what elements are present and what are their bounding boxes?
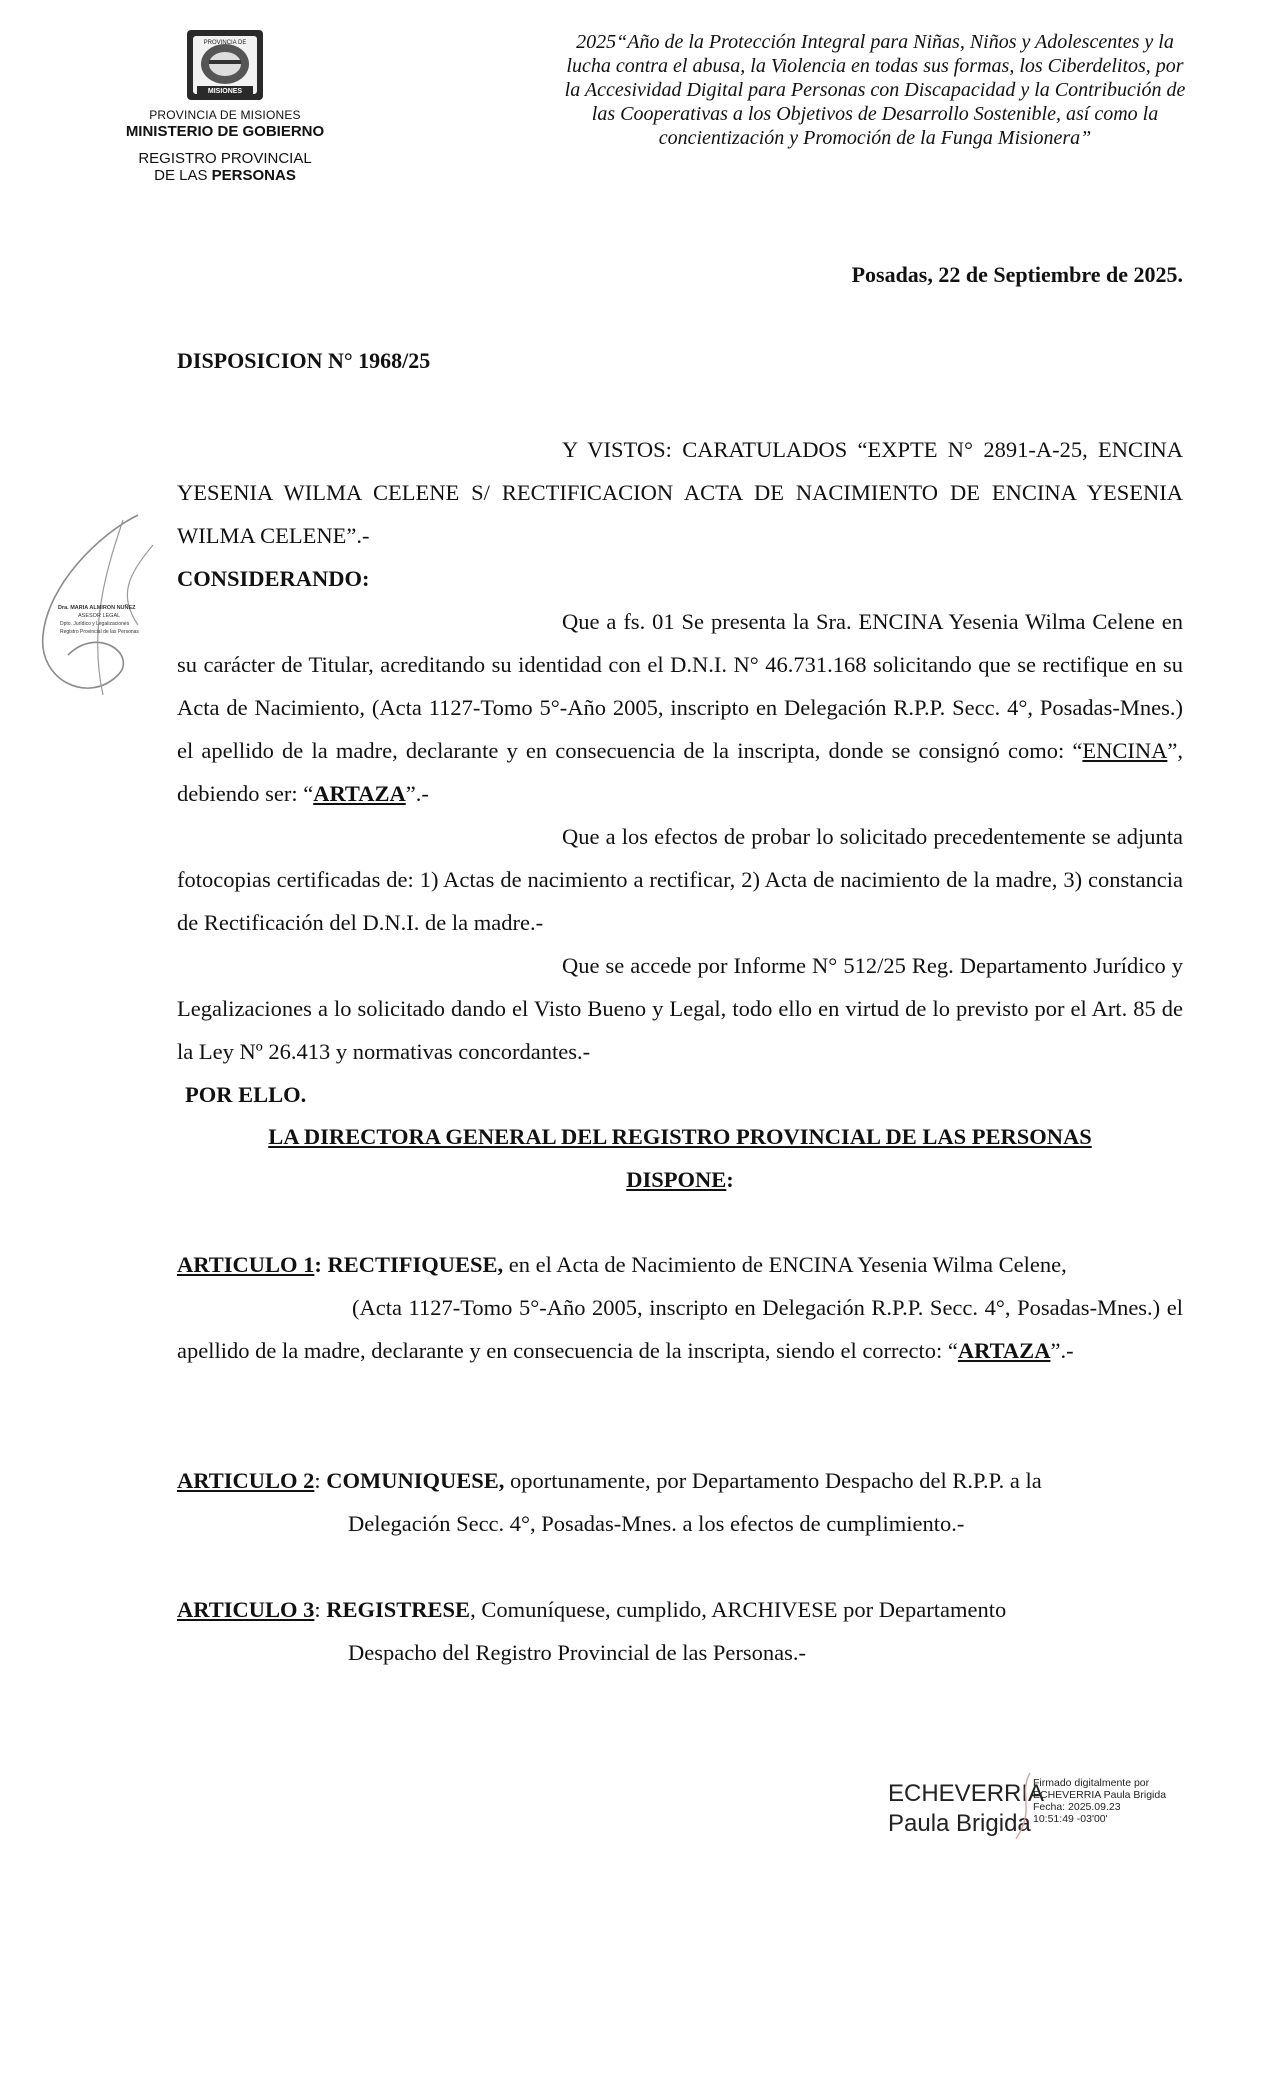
article-2-text2: Delegación Secc. 4°, Posadas-Mnes. a los efectos de cumplimiento.-: [348, 1511, 965, 1536]
article-1-label: ARTICULO 1: [177, 1252, 315, 1277]
article-1-keyword: RECTIFIQUESE,: [327, 1252, 504, 1277]
year-motto: 2025“Año de la Protección Integral para Niñas, Niños y Adolescentes y la lucha contra el abusa, la Violencia en todas sus formas, los Ciberdelitos, por la Accesividad Digital para Personas con Discapacidad y la Contribución de las Cooperativas a los Objetivos de Desarrollo Sostenible, así como la concientización y Promoción de la Funga Misionera”: [564, 31, 1186, 149]
dispone-colon: :: [726, 1167, 734, 1192]
article-3-sep: :: [314, 1597, 321, 1622]
stamp-line-2: ASESOR LEGAL: [78, 613, 121, 619]
article-3-text2: Despacho del Registro Provincial de las Personas.-: [348, 1640, 807, 1665]
article-1-text1: en el Acta de Nacimiento de ENCINA Yesenia Wilma Celene,: [503, 1252, 1067, 1277]
article-3-keyword: REGISTRESE: [326, 1597, 471, 1622]
article-1: [177, 1243, 1183, 1372]
para1-wrong-surname: ENCINA: [1082, 738, 1168, 763]
vistos-section: [177, 428, 1183, 1116]
article-1-sep: :: [314, 1252, 322, 1277]
signature-meta-4: 10:51:49 -03'00': [1033, 1813, 1108, 1825]
signature-meta-3: Fecha: 2025.09.23: [1033, 1801, 1121, 1813]
ministry-name: MINISTERIO DE GOBIERNO: [125, 123, 325, 140]
article-2-line: [177, 1459, 1183, 1502]
para1-correct-surname: ARTAZA: [313, 781, 406, 806]
article-2-text1: oportunamente, por Departamento Despacho del R.P.P. a la: [504, 1468, 1042, 1493]
dispone-heading: [177, 1115, 1183, 1201]
article-1-correct-surname: ARTAZA: [957, 1338, 1051, 1363]
directora-line: LA DIRECTORA GENERAL DEL REGISTRO PROVINCIAL DE LAS PERSONAS: [268, 1124, 1092, 1149]
article-2-sep: :: [314, 1468, 321, 1493]
article-2-label: ARTICULO 2: [177, 1468, 315, 1493]
disposition-number: DISPOSICION N° 1968/25: [177, 348, 431, 373]
para1-text: Que a fs. 01 Se presenta la Sra. ENCINA Yesenia Wilma Celene en su carácter de Titular, acreditando su identidad con el D.N.I. N° 46.731.168 solicitando que se rectifique en su Acta de Nacimiento, (Acta 1127-Tomo 5°-Año 2005, inscripto en Delegación R.P.P. Secc. 4°, Posadas-Mnes.) el apellido de la madre, declarante y en consecuencia de la inscripta, donde se consignó como: “: [177, 609, 1183, 763]
digital-signature: [888, 1765, 1208, 1845]
legal-advisor-stamp: [28, 505, 168, 705]
stamp-line-4: Registro Provincial de las Personas: [60, 629, 139, 635]
considerando-paragraph-3: Que se accede por Informe N° 512/25 Reg. Departamento Jurídico y Legalizaciones a lo solicitado dando el Visto Bueno y Legal, todo ello en virtud de lo previsto por el Art. 85 de la Ley Nº 26.413 y normativas concordantes.-: [177, 953, 1183, 1064]
signer-given-name: Paula Brigida: [888, 1810, 1031, 1837]
por-ello-heading: POR ELLO.: [185, 1082, 307, 1107]
vistos-paragraph: Y VISTOS: CARATULADOS “EXPTE N° 2891-A-25, ENCINA YESENIA WILMA CELENE S/ RECTIFICACION ACTA DE NACIMIENTO DE ENCINA YESENIA WILMA CELENE”.-: [177, 437, 1183, 548]
stamp-line-1: Dra. MARIA ALMIRON NUÑEZ: [58, 605, 136, 611]
article-2: [177, 1459, 1183, 1545]
signature-details: [1033, 1777, 1166, 1825]
article-1-line: [177, 1243, 1183, 1286]
province-name: PROVINCIA DE MISIONES: [149, 108, 301, 122]
article-1-body: [177, 1286, 1183, 1372]
registry-name-line2: [95, 167, 355, 184]
registry-name-bold: PERSONAS: [211, 167, 296, 184]
article-1-end: ”.-: [1050, 1338, 1074, 1363]
para1-mid: ”, debiendo ser: “: [177, 738, 1183, 806]
signature-meta-1: Firmado digitalmente por: [1033, 1777, 1150, 1789]
province-seal-icon: [179, 24, 271, 106]
considerando-paragraph-2: Que a los efectos de probar lo solicitado precedentemente se adjunta fotocopias certificadas de: 1) Actas de nacimiento a rectificar, 2) Acta de nacimiento de la madre, 3) constancia de Rectificación del D.N.I. de la madre.-: [177, 824, 1183, 935]
dispone-line: [177, 1158, 1183, 1201]
seal-text-bottom: MISIONES: [207, 88, 243, 95]
considerando-paragraph-1: [177, 600, 1183, 815]
registry-name-line1: REGISTRO PROVINCIAL: [138, 150, 312, 167]
para1-end: ”.-: [405, 781, 429, 806]
article-1-text2: (Acta 1127-Tomo 5°-Año 2005, inscripto en Delegación R.P.P. Secc. 4°, Posadas-Mnes.) el apellido de la madre, declarante y en consecuencia de la inscripta, siendo el correcto: “: [177, 1295, 1183, 1363]
signer-surname: ECHEVERRIA: [888, 1780, 1045, 1807]
article-3-label: ARTICULO 3: [177, 1597, 315, 1622]
article-3: [177, 1588, 1183, 1674]
article-2-keyword: COMUNIQUESE,: [326, 1468, 505, 1493]
dispone-word: DISPONE: [626, 1167, 727, 1192]
signature-meta-2: ECHEVERRIA Paula Brigida: [1033, 1789, 1167, 1801]
seal-text-top: PROVINCIA DE: [203, 40, 247, 46]
ministry-logo-block: [95, 24, 355, 184]
document-date: Posadas, 22 de Septiembre de 2025.: [851, 262, 1183, 287]
stamp-line-3: Dpto. Jurídico y Legalizaciones: [60, 621, 130, 627]
article-3-line: [177, 1588, 1183, 1631]
article-3-text1: , Comuníquese, cumplido, ARCHIVESE por Departamento: [470, 1597, 1007, 1622]
considerando-heading: CONSIDERANDO:: [177, 566, 370, 591]
registry-name-prefix: DE LAS: [154, 167, 208, 184]
